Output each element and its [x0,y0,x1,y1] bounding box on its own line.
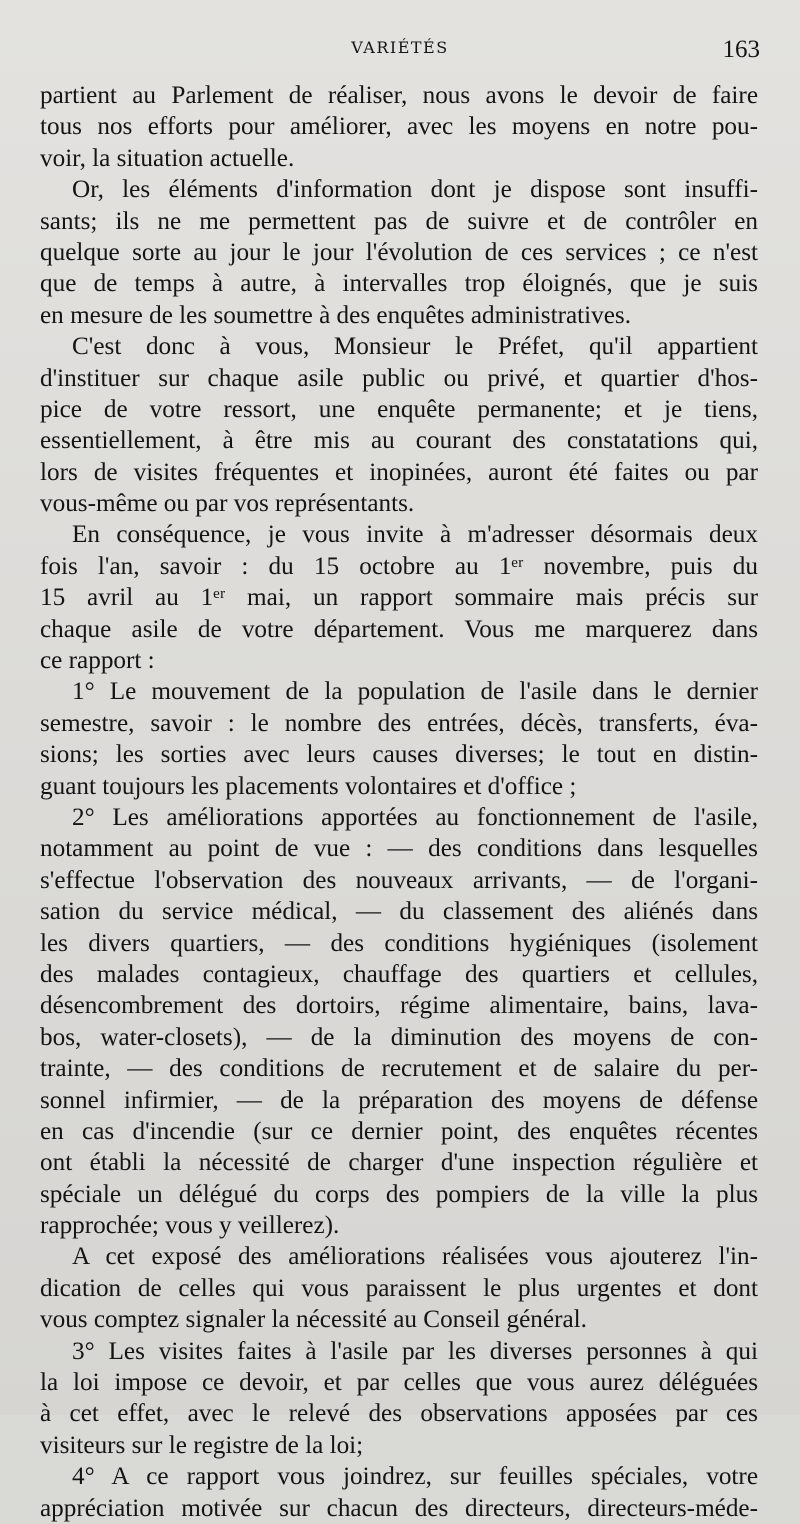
text-line: en cas d'incendie (sur ce dernier point, des enquêtes récentes [40,1117,758,1145]
text-line: quelque sorte au jour le jour l'évolution de ces services ; ce n'est [40,238,758,266]
text-line: guant toujours les placements volontaires et d'office ; [40,772,577,800]
text-line: notamment au point de vue : — des conditions dans lesquelles [40,835,758,863]
text-line: d'instituer sur chaque asile public ou privé, et quartier d'hos- [40,364,758,392]
text-line: spéciale un délégué du corps des pompiers de la ville la plus [40,1180,758,1208]
text-line: 15 avril au 1ᵉʳ mai, un rapport sommaire mais précis sur [40,584,758,612]
text-line: à cet effet, avec le relevé des observations apposées par ces [40,1400,758,1428]
text-line: sants; ils ne me permettent pas de suivre et de contrôler en [40,207,758,235]
text-line: sonnel infirmier, — de la préparation des moyens de défense [40,1086,758,1114]
text-line: vous-même ou par vos représentants. [40,490,415,518]
text-line: s'effectue l'observation des nouveaux arrivants, — de l'organi- [40,866,758,894]
page-number: 163 [722,36,760,63]
running-header [0,36,800,70]
text-line: En conséquence, je vous invite à m'adresser désormais deux [72,521,758,549]
text-line: sions; les sorties avec leurs causes diverses; le tout en distin- [40,741,758,769]
text-line: semestre, savoir : le nombre des entrées, décès, transferts, éva- [40,709,758,737]
text-line: rapprochée; vous y veillerez). [40,1212,340,1240]
text-line: ont établi la nécessité de charger d'une inspection régulière et [40,1149,758,1177]
text-line: 1° Le mouvement de la population de l'asile dans le dernier [72,678,758,706]
text-line: tous nos efforts pour améliorer, avec les moyens en notre pou- [40,113,758,141]
text-line: pice de votre ressort, une enquête permanente; et je tiens, [40,395,758,423]
text-line: lors de visites fréquentes et inopinées, auront été faites ou par [40,458,758,486]
text-line: A cet exposé des améliorations réalisées vous ajouterez l'in- [72,1243,758,1271]
text-line: sation du service médical, — du classement des aliénés dans [40,898,758,926]
text-line: 2° Les améliorations apportées au fonctionnement de l'asile, [72,803,758,831]
text-line: Or, les éléments d'information dont je dispose sont insuffi- [72,176,758,204]
text-line: chaque asile de votre département. Vous me marquerez dans [40,615,758,643]
text-line: la loi impose ce devoir, et par celles que vous aurez déléguées [40,1369,758,1397]
text-line: 3° Les visites faites à l'asile par les diverses personnes à qui [72,1337,758,1365]
text-line: vous comptez signaler la nécessité au Conseil général. [40,1306,587,1334]
text-line: dication de celles qui vous paraissent le plus urgentes et dont [40,1274,758,1302]
body-text [40,80,758,1524]
text-line: bos, water-closets), — de la diminution des moyens de con- [40,1023,758,1051]
text-line: appréciation motivée sur chacun des directeurs, directeurs-méde- [40,1494,758,1522]
text-line: fois l'an, savoir : du 15 octobre au 1ᵉʳ novembre, puis du [40,552,758,580]
text-line: C'est donc à vous, Monsieur le Préfet, qu'il appartient [72,333,758,361]
text-line: ce rapport : [40,647,155,675]
text-line: trainte, — des conditions de recrutement et de salaire du per- [40,1055,758,1083]
text-line: que de temps à autre, à intervalles trop éloignés, que je suis [40,270,758,298]
text-line: des malades contagieux, chauffage des quartiers et cellules, [40,960,758,988]
text-line: partient au Parlement de réaliser, nous avons le devoir de faire [40,82,758,109]
text-line: voir, la situation actuelle. [40,144,295,172]
text-line: essentiellement, à être mis au courant des constatations qui, [40,427,758,455]
text-line: en mesure de les soumettre à des enquêtes administratives. [40,301,632,329]
text-line: visiteurs sur le registre de la loi; [40,1431,364,1459]
text-line: les divers quartiers, — des conditions hygiéniques (isolement [40,929,758,957]
text-line: désencombrement des dortoirs, régime alimentaire, bains, lava- [40,992,758,1020]
text-line: 4° A ce rapport vous joindrez, sur feuilles spéciales, votre [72,1463,758,1491]
running-title: VARIÉTÉS [351,38,449,57]
